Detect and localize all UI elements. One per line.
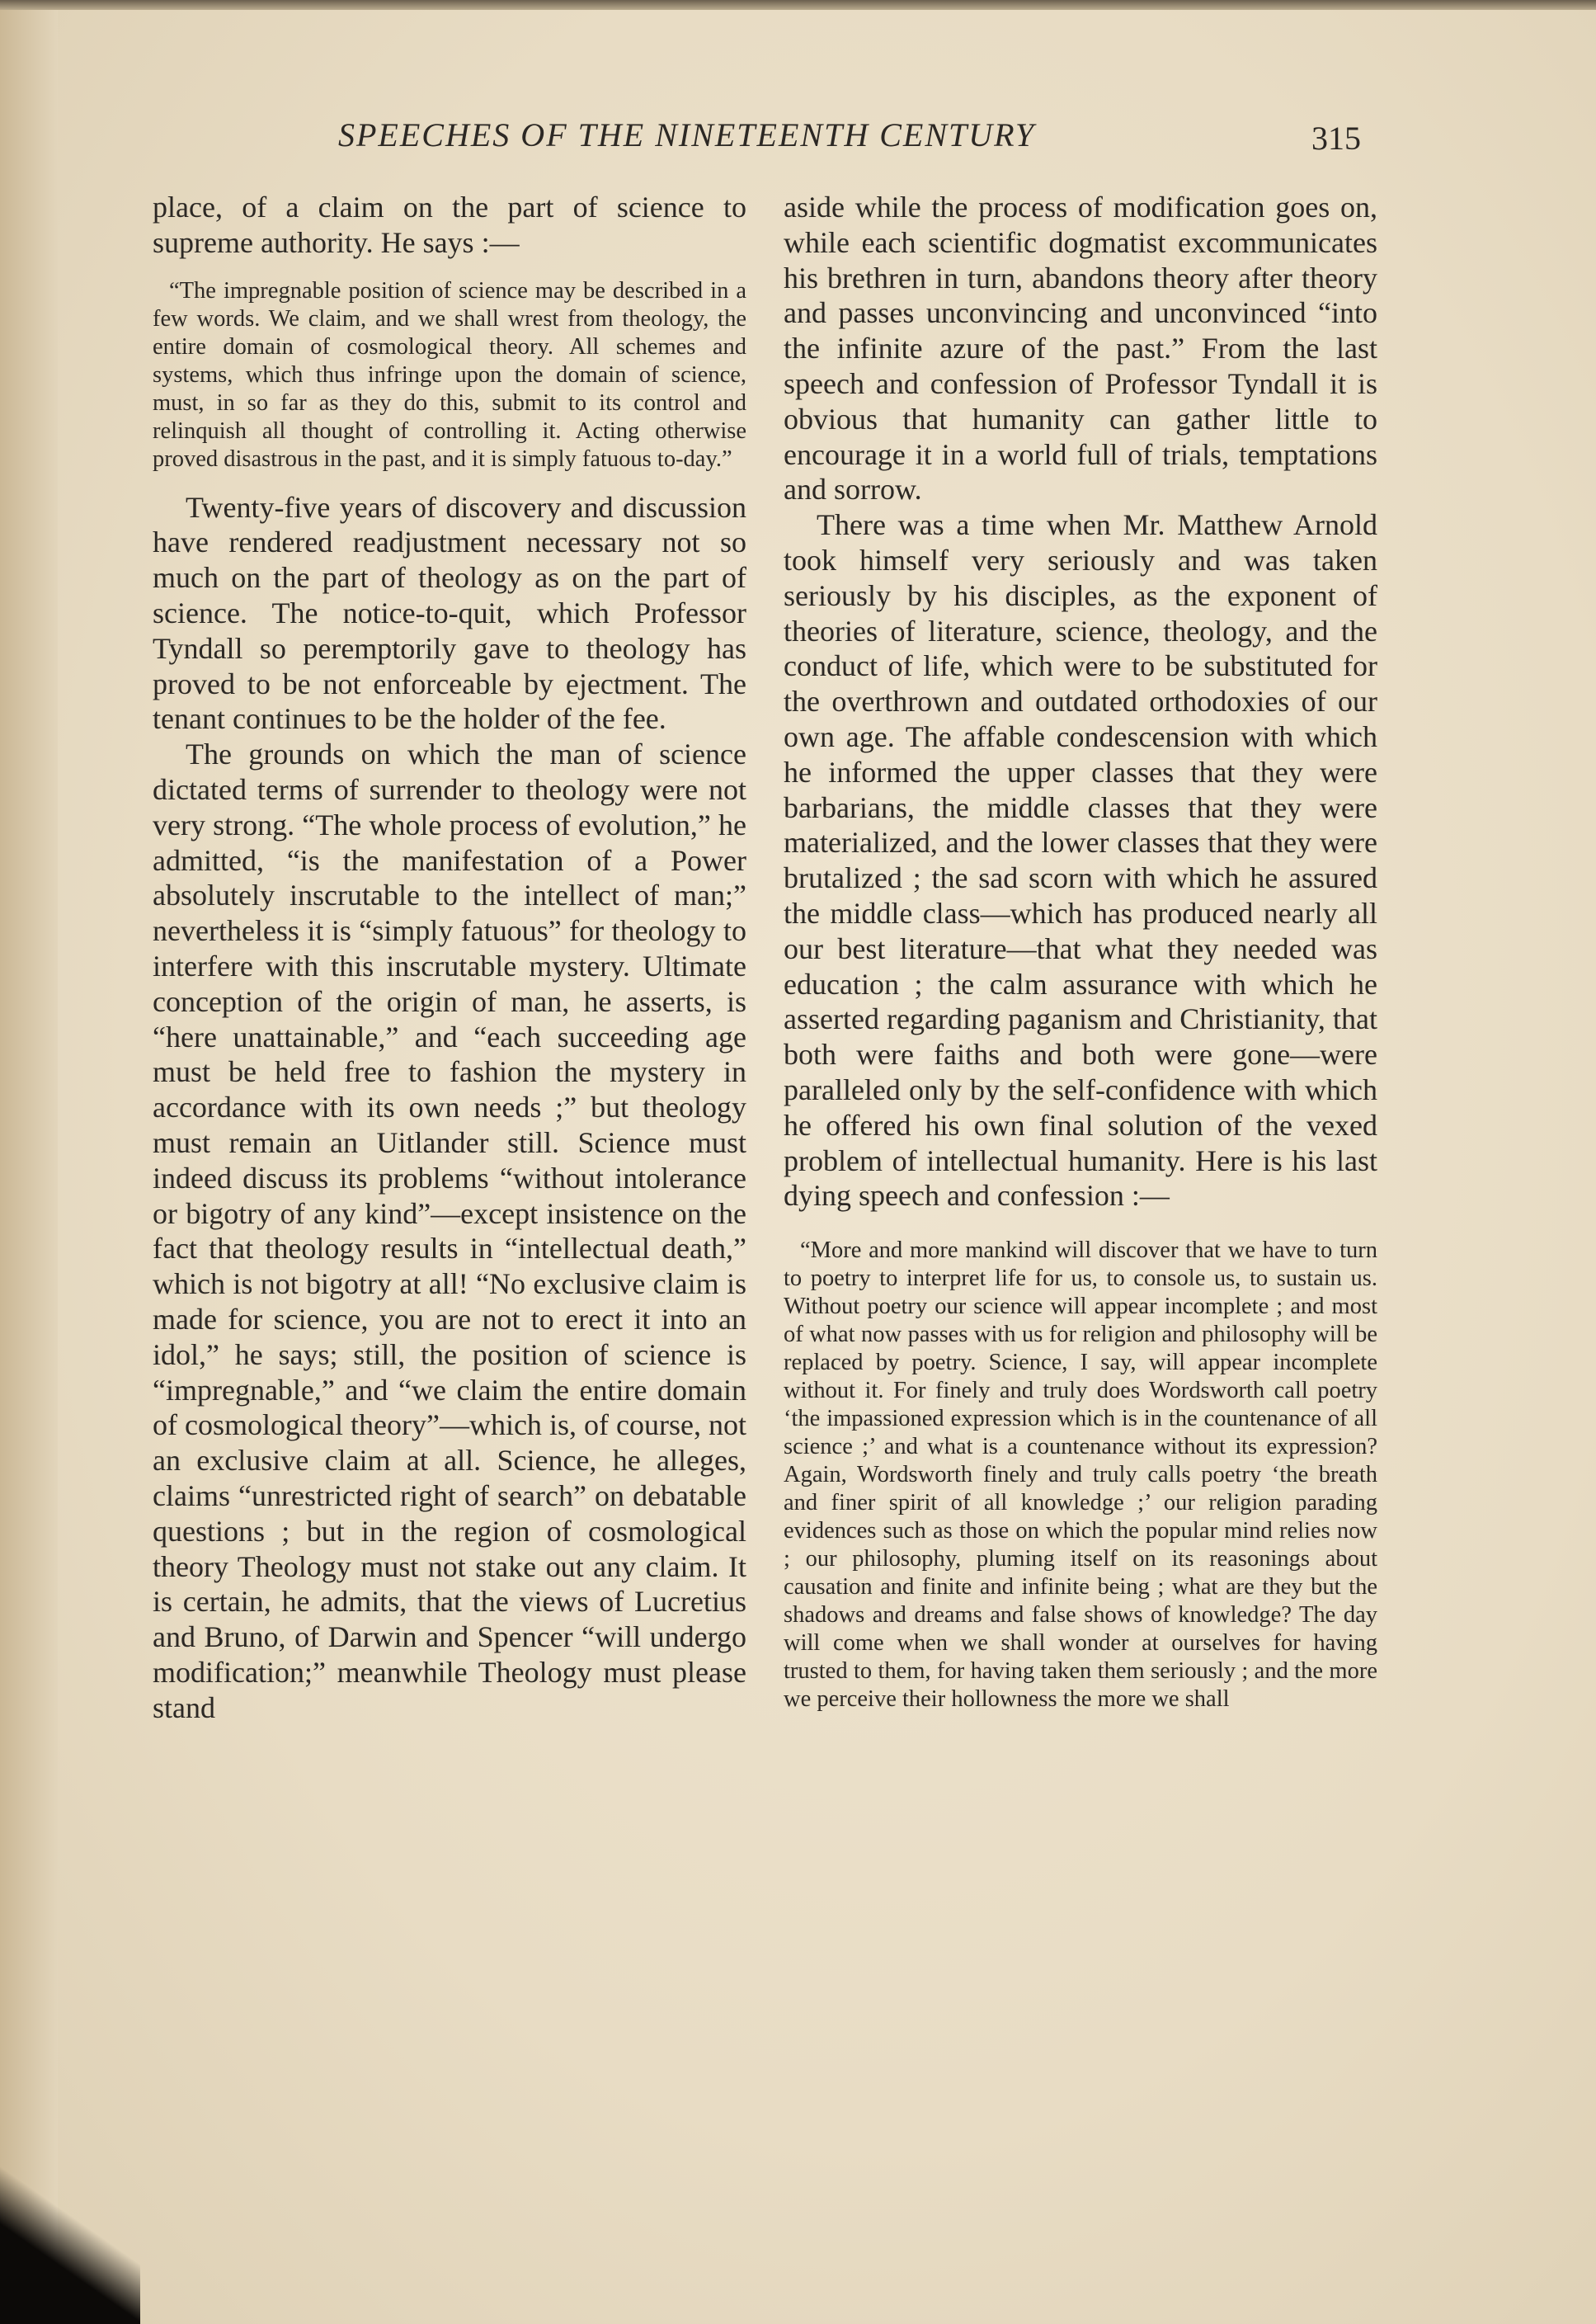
left-block-quote: “The impregnable position of science may be described in a few words. We claim, and we shall wrest from theology, the entire domain of cosmological theory. All schemes and systems, which thus infringe upon the domain of science, must, in so far as they do this, submit to its control and relinquish all thought of controlling it. Acting otherwise proved disastrous in the past, and it is simply fatuous to-day.” xyxy=(153,277,746,472)
left-column xyxy=(153,190,746,1725)
running-head: SPEECHES OF THE NINETEENTH CENTURY xyxy=(338,116,1036,153)
left-paragraph-1: place, of a claim on the part of science to supreme authority. He says :— xyxy=(153,191,746,259)
right-paragraph-2: There was a time when Mr. Matthew Arnold took himself very seriously and was taken seriously by his disciples, as the exponent of theories of literature, science, theology, and the conduct of life, which were to be substituted for the overthrown and outdated orthodoxies of our own age. The affable condescension with which he informed the upper classes that they were barbarians, the middle classes that they were materialized, and the lower classes that they were brutalized ; the sad scorn with which he assured the middle class—which has produced nearly all our best literature—that what they needed was education ; the calm assurance with which he asserted regarding paganism and Christianity, that both were faiths and both were gone—were paralleled only by the self-confidence with which he offered his own final solution of the vexed problem of intellectual humanity. Here is his last dying speech and confession :— xyxy=(784,508,1377,1213)
right-column xyxy=(784,190,1377,1730)
page-top-edge xyxy=(0,0,1596,10)
page-corner-shadow xyxy=(0,2159,140,2324)
page-number: 315 xyxy=(1311,120,1361,157)
left-paragraph-3: The grounds on which the man of science dictated terms of surrender to theology were not very strong. “The whole process of evolution,” he admitted, “is the manifestation of a Power absolutely inscrutable to the intellect of man;” nevertheless it is “simply fatuous” for theology to interfere with this inscrutable mystery. Ultimate conception of the origin of man, he asserts, is “here unattainable,” and “each succeeding age must be held free to fashion the mystery in accordance with its own needs ;” but theology must remain an Uitlander still. Science must indeed discuss its problems “without intolerance or bigotry of any kind”—except insistence on the fact that theology results in “intellectual death,” which is not bigotry at all! “No exclusive claim is made for science, you are not to erect it into an idol,” he says; still, the position of science is “impregnable,” and “we claim the entire domain of cosmological theory”—which is, of course, not an exclusive claim at all. Science, he alleges, claims “unrestricted right of search” on debatable questions ; but in the region of cosmological theory Theology must not stake out any claim. It is certain, he admits, that the views of Lucretius and Bruno, of Darwin and Spencer “will undergo modification;” meanwhile Theology must please stand xyxy=(153,738,746,1724)
right-block-quote: “More and more mankind will discover that we have to turn to poetry to interpret life for us, to console us, to sustain us. Without poetry our science will appear incomplete ; and most of what now passes with us for religion and philosophy will be replaced by poetry. Science, I say, will appear incomplete without it. For finely and truly does Wordsworth call poetry ‘the impassioned expression which is in the countenance of all science ;’ and what is a countenance without its expression? Again, Wordsworth finely and truly calls poetry ‘the breath and finer spirit of all knowledge ;’ our religion parading evidences such as those on which the popular mind relies now ; our philosophy, pluming itself on its reasonings about causation and finite and infinite being ; what are they but the shadows and dreams and false shows of knowledge? The day will come when we shall wonder at ourselves for having trusted to them, for having taken them seriously ; and the more we perceive their hollowness the more we shall xyxy=(784,1237,1377,1713)
page-gutter xyxy=(0,0,58,2324)
left-paragraph-2: Twenty-five years of discovery and discussion have rendered readjustment necessary not so much on the part of theology as on the part of science. The notice-to-quit, which Professor Tyndall so peremptorily gave to theology has proved to be not enforceable by ejectment. The tenant continues to be the holder of the fee. xyxy=(153,490,746,736)
right-paragraph-1: aside while the process of modification goes on, while each scientific dogmatist excommunicates his brethren in turn, abandons theory after theory and passes unconvincing and unconvinced “into the infinite azure of the past.” From the last speech and confession of Professor Tyndall it is obvious that humanity can gather little to encourage it in a world full of trials, temptations and sorrow. xyxy=(784,191,1377,507)
